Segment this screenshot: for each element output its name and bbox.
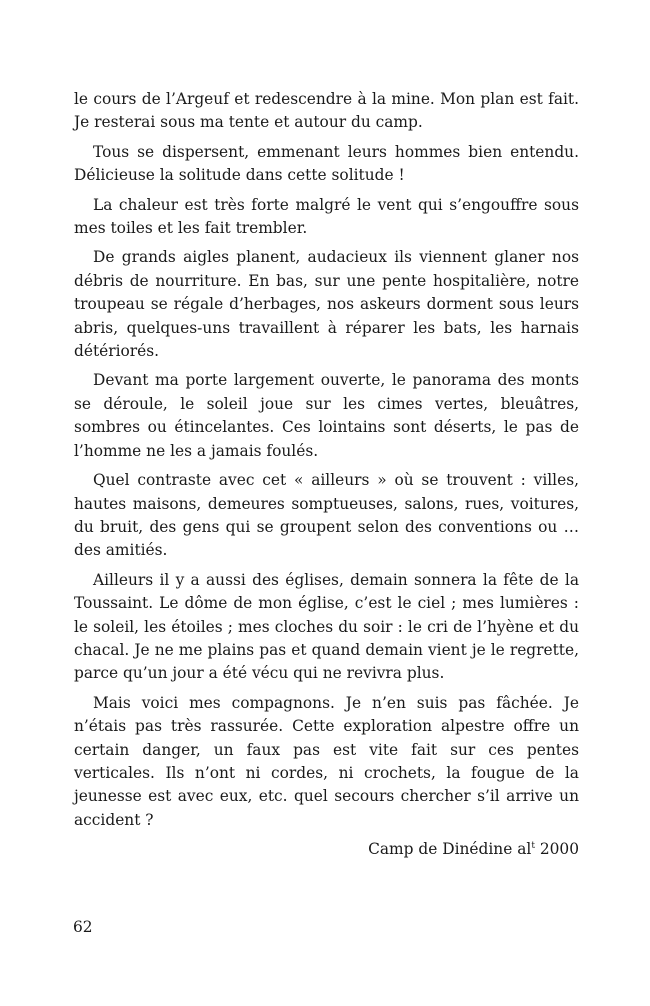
paragraph: le cours de l’Argeuf et redescendre à la mine. Mon plan est fait. Je resterai sous ma tente et autour du camp. [74,90,579,132]
page-number: 62 [73,918,93,936]
location-signature [74,838,579,861]
paragraph: Mais voici mes compagnons. Je n’en suis pas fâchée. Je n’étais pas très rassurée. Cette exploration alpestre offre un certain danger, un faux pas est vite fait sur ces pentes verticales. Ils n’ont ni cordes, ni crochets, la fougue de la jeunesse est avec eux, etc. quel secours chercher s’il arrive un accident ? [74,693,579,829]
signature-place: Camp de Dinédine al [368,840,532,859]
paragraph: De grands aigles planent, audacieux ils viennent glaner nos débris de nourriture. En bas, sur une pente hospitalière, notre troupeau se régale d’herbages, nos askeurs dorment sous leurs abris, quelques-uns travaillent à réparer les bats, les harnais détériorés. [74,248,579,361]
paragraph: Tous se dispersent, emmenant leurs hommes bien entendu. Délicieuse la solitude dans cette solitude ! [74,142,579,185]
paragraph: Quel contraste avec cet « ailleurs » où se trouvent : villes, hautes maisons, demeures somptueuses, salons, rues, voitures, du bruit, des gens qui se groupent selon des conventions ou … des amitiés. [74,471,579,560]
paragraph: Ailleurs il y a aussi des églises, demain sonnera la fête de la Toussaint. Le dôme de mon église, c’est le ciel ; mes lumières : le soleil, les étoiles ; mes cloches du soir : le cri de l’hyène et du chacal. Je ne me plains pas et quand demain vient je le regrette, parce qu’un jour a été vécu qui ne revivra plus. [74,570,579,683]
signature-year: 2000 [534,840,579,859]
page-body [74,88,579,862]
signature-superscript: t [531,841,535,852]
paragraph: Devant ma porte largement ouverte, le panorama des monts se déroule, le soleil joue sur les cimes vertes, bleuâtres, sombres ou étincelantes. Ces lointains sont déserts, le pas de l’homme ne les a jamais foulés. [74,371,579,460]
paragraph: La chaleur est très forte malgré le vent qui s’engouffre sous mes toiles et les fait trembler. [74,195,579,238]
